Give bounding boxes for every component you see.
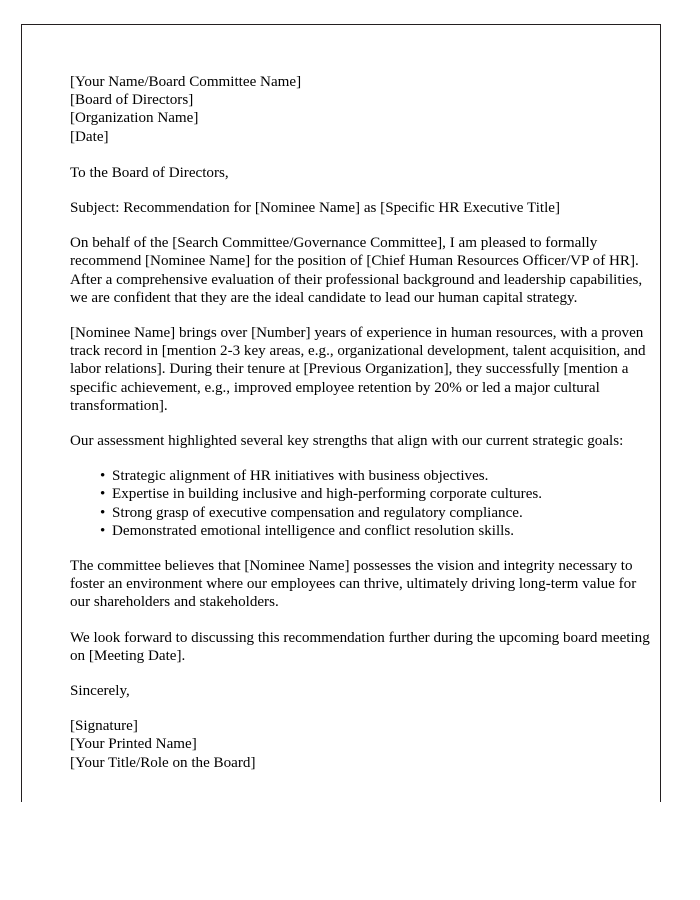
list-item <box>70 467 658 485</box>
bullet-icon: • <box>100 522 106 539</box>
list-item-label: Strategic alignment of HR initiatives with business objectives. <box>112 468 489 485</box>
list-item-label: Demonstrated emotional intelligence and conflict resolution skills. <box>112 522 514 539</box>
list-item <box>70 485 658 503</box>
sender-address-block <box>70 73 658 146</box>
signature-title-role: [Your Title/Role on the Board] <box>70 754 256 771</box>
paragraph-strengths-intro: Our assessment highlighted several key strengths that align with our current strategic goals: <box>70 433 624 450</box>
signature-placeholder: [Signature] <box>70 718 138 735</box>
sender-line-date: [Date] <box>70 128 109 145</box>
paragraph-experience: [Nominee Name] brings over [Number] years of experience in human resources, with a proven track record in [mention 2-3 key areas, e.g., organizational development, talent acquisition, and labor relations]. During their tenure at [Previous Organization], they successfully [mention a specific achievement, e.g., improved employee retention by 20% or led a major cultural transformation]. <box>70 325 646 414</box>
closing-salutation: Sincerely, <box>70 683 130 700</box>
paragraph-recommendation: On behalf of the [Search Committee/Governance Committee], I am pleased to formally recommend [Nominee Name] for the position of [Chief Human Resources Officer/VP of HR]. After a comprehensive evaluation of their professional background and leadership capabilities, we are confident that they are the ideal candidate to lead our human capital strategy. <box>70 235 643 306</box>
sender-line-organization: [Organization Name] <box>70 110 199 127</box>
signature-block <box>70 717 658 772</box>
list-item <box>70 522 658 540</box>
bullet-icon: • <box>100 468 106 485</box>
paragraph-committee-belief: The committee believes that [Nominee Name] possesses the vision and integrity necessary to foster an environment where our employees can thrive, ultimately driving long-term value for our shareholders and stakeholders. <box>70 558 637 611</box>
bullet-icon: • <box>100 486 106 503</box>
sender-line-board: [Board of Directors] <box>70 92 194 109</box>
subject-line: Subject: Recommendation for [Nominee Name] as [Specific HR Executive Title] <box>70 200 561 217</box>
salutation: To the Board of Directors, <box>70 164 229 181</box>
signature-printed-name: [Your Printed Name] <box>70 736 197 753</box>
bullet-icon: • <box>100 504 106 521</box>
page-border-frame <box>21 24 661 802</box>
paragraph-next-steps: We look forward to discussing this recommendation further during the upcoming board meeting on [Meeting Date]. <box>70 629 650 664</box>
sender-line-name: [Your Name/Board Committee Name] <box>70 74 302 90</box>
letter-body <box>70 73 658 772</box>
strengths-list <box>70 467 658 540</box>
list-item <box>70 504 658 522</box>
list-item-label: Strong grasp of executive compensation and regulatory compliance. <box>112 504 523 521</box>
list-item-label: Expertise in building inclusive and high-performing corporate cultures. <box>112 486 543 503</box>
